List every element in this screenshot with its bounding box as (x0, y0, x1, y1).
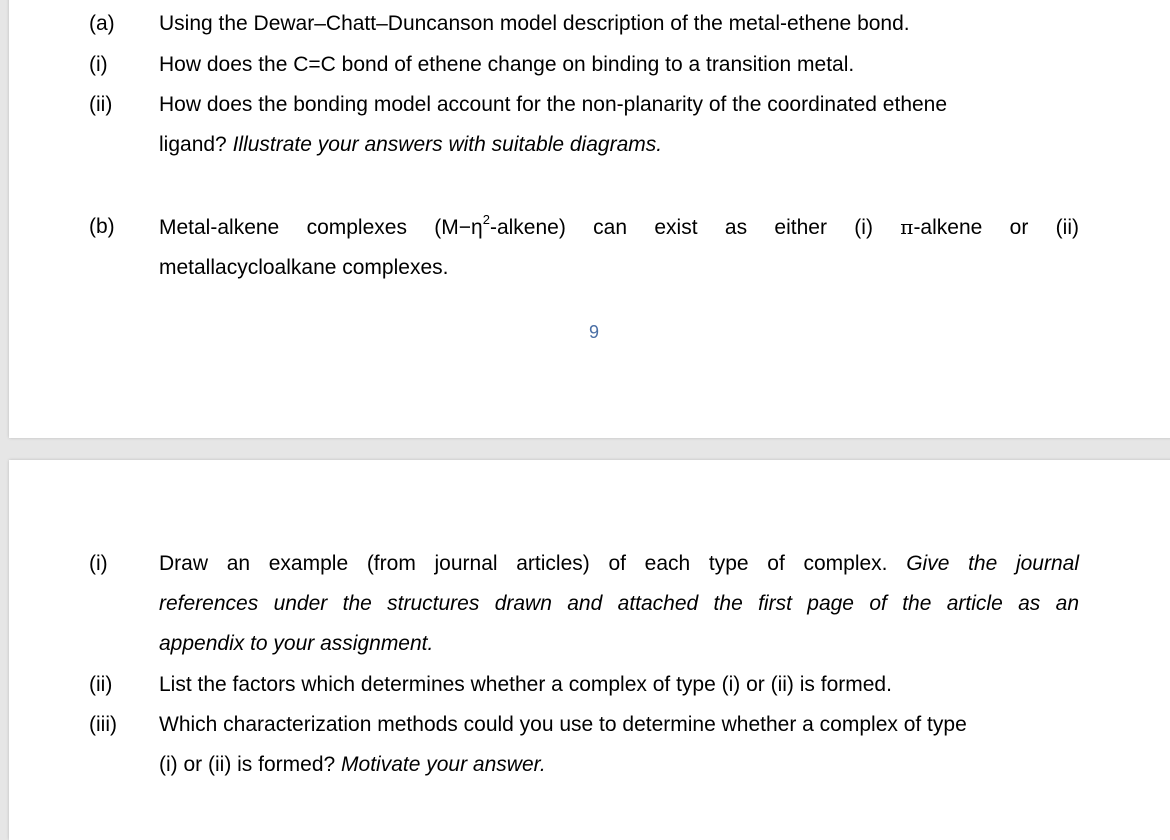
question-text: Metal-alkene complexes $(M-\eta^2-alkene)$ can exist as either (i) π-alkene or (ii) metallacycloalkane complexes. (159, 212, 1079, 279)
question-label: (i) (89, 552, 108, 575)
question-text: List the factors which determines whether a complex of type (i) or (ii) is formed. (159, 673, 892, 696)
question-label: (a) (89, 12, 115, 35)
question-text: How does the C=C bond of ethene change on binding to a transition metal. (159, 53, 855, 76)
question-text: Which characterization methods could you use to determine whether a complex of type (i) or (ii) is formed? Motivate your answer. (159, 713, 967, 776)
page-2 (9, 460, 1170, 840)
question-text: Draw an example (from journal articles) of each type of complex. Give the journal references under the structures drawn and attached the first page of the article as an appendix to your assignment. (159, 552, 1080, 655)
question-label: (ii) (89, 93, 113, 116)
question-label: (b) (89, 215, 115, 238)
question-text: How does the bonding model account for the non-planarity of the coordinated ethene ligand? Illustrate your answers with suitable diagrams. (159, 93, 948, 156)
question-label: (ii) (89, 673, 113, 696)
question-label: (i) (89, 53, 108, 76)
question-label: (iii) (89, 713, 117, 736)
question-text: Using the Dewar–Chatt–Duncanson model description of the metal-ethene bond. (159, 12, 910, 35)
page-number: 9 (588, 322, 599, 342)
page-1 (9, 0, 1170, 438)
